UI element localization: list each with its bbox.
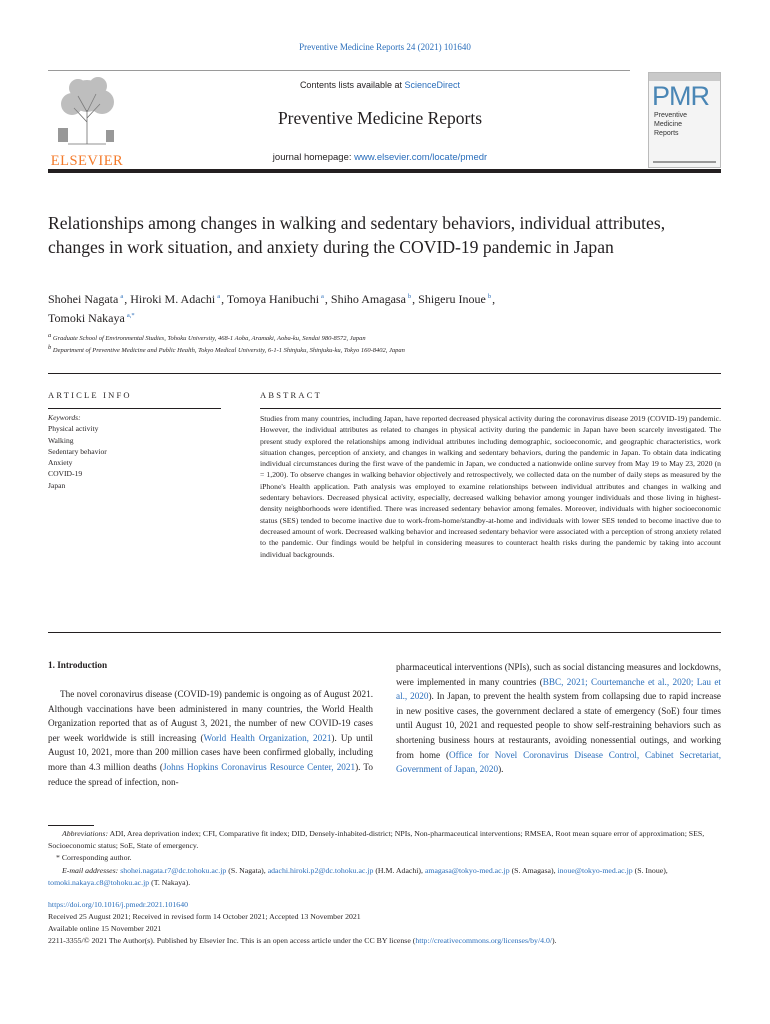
contents-line: Contents lists available at ScienceDirect bbox=[299, 80, 461, 90]
email-link[interactable]: tomoki.nakaya.c8@tohoku.ac.jp bbox=[48, 877, 150, 887]
license-link[interactable]: http://creativecommons.org/licenses/by/4.0/ bbox=[415, 936, 553, 945]
affiliation-b: b Department of Preventive Medicine and Public Health, Tokyo Medical University, 6-1-1 Shinjuku, Shinjuku-ku, Tokyo 160-8402, Japan bbox=[48, 343, 405, 354]
abstract-bottom-rule bbox=[48, 632, 721, 633]
keyword-item: Walking bbox=[48, 435, 74, 445]
keywords-block bbox=[48, 412, 218, 491]
email-link[interactable]: adachi.hiroki.p2@dc.tohoku.ac.jp bbox=[267, 866, 374, 875]
author-separator: , bbox=[492, 292, 496, 306]
doi-link[interactable]: https://doi.org/10.1016/j.pmedr.2021.101640 bbox=[48, 900, 188, 909]
journal-citation[interactable]: Preventive Medicine Reports 24 (2021) 101640 bbox=[299, 42, 471, 52]
cite-cabinet-secretariat[interactable]: Office for Novel Coronavirus Disease Control, Cabinet Secretariat, Government of Japan, 2020 bbox=[396, 749, 721, 775]
email-footnote: E-mail addresses: shohei.nagata.r7@dc.tohoku.ac.jp (S. Nagata), adachi.hiroki.p2@dc.tohoku.ac.jp (H.M. Adachi), amagasa@tokyo-med.ac.jp (S. Amagasa), inoue@tokyo-med.ac.jp (S. Inoue), tomoki.nakaya.c8@tohoku.ac.jp (T. Nakaya). bbox=[48, 866, 668, 887]
affiliation-a: a Graduate School of Environmental Studies, Tohoku University, 468-1 Aoba, Aramaki, Aoba-ku, Sendai 980-8572, Japan bbox=[48, 331, 366, 342]
article-title: Relationships among changes in walking and sedentary behaviors, individual attributes, changes in work situation, and anxiety during the COVID-19 pandemic in Japan bbox=[48, 213, 666, 257]
cite-who[interactable]: World Health Organization, 2021 bbox=[203, 732, 332, 743]
license-line: 2211-3355/© 2021 The Author(s). Published by Elsevier Inc. This is an open access article under the CC BY license (http://creativecommons.org/licenses/by/4.0/). bbox=[48, 936, 557, 945]
elsevier-logo[interactable] bbox=[48, 72, 126, 169]
email-owner: (S. Amagasa), bbox=[509, 866, 558, 875]
intro-left-column: The novel coronavirus disease (COVID-19) pandemic is ongoing as of August 2021. Although vaccinations have been administered in many countries, the World Health Organization reported that as of August 3, 2021, the number of new COVID-19 cases per week worldwide is still increasing (World Health Organization, 2021). Up until August 10, 2021, more than 200 million cases have been confirmed globally, including more than 4.3 million deaths (Johns Hopkins Coronavirus Resource Center, 2021). To reduce the spread of infection, non- bbox=[48, 689, 373, 787]
email-owner: (T. Nakaya). bbox=[149, 877, 191, 887]
cite-johns-hopkins[interactable]: Johns Hopkins Coronavirus Resource Center, 2021 bbox=[162, 761, 356, 772]
cover-title-line3: Reports bbox=[654, 130, 679, 137]
author-separator: , bbox=[124, 292, 131, 306]
email-link[interactable]: amagasa@tokyo-med.ac.jp bbox=[424, 866, 510, 875]
corresponding-author-note: * Corresponding author. bbox=[56, 853, 132, 862]
author-name: Shigeru Inoue bbox=[418, 292, 486, 306]
author-name: Tomoya Hanibuchi bbox=[226, 292, 320, 306]
author-affiliation-mark[interactable]: a bbox=[321, 293, 324, 300]
keyword-item: Sedentary behavior bbox=[48, 446, 107, 456]
email-owner: (H.M. Adachi), bbox=[373, 866, 425, 875]
cover-title-line2: Medicine bbox=[654, 121, 683, 128]
abbreviations-footnote: Abbreviations: ADI, Area deprivation index; CFI, Comparative fit index; DID, Densely-inhabited-district; NPIs, Non-pharmaceutical interventions; RMSEA, Root mean square error of approximation; SES, Socioeconomic status; SoE, State of emergency. bbox=[48, 829, 705, 850]
elsevier-tree-icon bbox=[48, 72, 126, 150]
author-separator: , bbox=[324, 292, 331, 306]
author-name: Shohei Nagata bbox=[48, 292, 119, 306]
email-owner: (S. Inoue), bbox=[632, 866, 668, 875]
received-dates: Received 25 August 2021; Received in revised form 14 October 2021; Accepted 13 November 2021 bbox=[48, 912, 361, 921]
keywords-list bbox=[48, 423, 218, 491]
author-affiliation-mark[interactable]: a bbox=[120, 293, 124, 300]
info-top-rule bbox=[48, 373, 721, 374]
abstract-rule bbox=[260, 408, 721, 409]
journal-cover[interactable] bbox=[648, 72, 721, 168]
email-link[interactable]: inoue@tokyo-med.ac.jp bbox=[557, 866, 633, 875]
journal-title: Preventive Medicine Reports bbox=[277, 108, 483, 128]
journal-homepage: journal homepage: www.elsevier.com/locate/pmedr bbox=[272, 152, 488, 163]
cite-bbc-group[interactable]: BBC, 2021; Courtemanche et al., 2020; Lau et al., 2020 bbox=[396, 676, 721, 702]
keyword-item: Physical activity bbox=[48, 424, 99, 434]
abstract-heading: ABSTRACT bbox=[260, 390, 322, 400]
author-name: Tomoki Nakaya bbox=[48, 311, 125, 325]
keywords-label: Keywords: bbox=[48, 413, 81, 422]
homepage-link[interactable]: www.elsevier.com/locate/pmedr bbox=[354, 152, 488, 163]
available-online: Available online 15 November 2021 bbox=[48, 924, 162, 933]
email-list bbox=[48, 866, 668, 887]
author-name: Hiroki M. Adachi bbox=[130, 292, 216, 306]
author-name: Shiho Amagasa bbox=[330, 292, 406, 306]
cover-header-bar bbox=[649, 73, 720, 81]
author-separator: , bbox=[412, 292, 419, 306]
elsevier-wordmark: ELSEVIER bbox=[50, 153, 124, 169]
email-link[interactable]: shohei.nagata.r7@dc.tohoku.ac.jp bbox=[120, 866, 227, 875]
keyword-item: COVID-19 bbox=[48, 469, 83, 479]
author-affiliation-mark[interactable]: b bbox=[407, 293, 412, 300]
cover-title-line1: Preventive bbox=[654, 112, 688, 119]
author-separator: , bbox=[221, 292, 227, 306]
sciencedirect-link[interactable]: ScienceDirect bbox=[404, 80, 461, 90]
email-owner: (S. Nagata), bbox=[226, 866, 268, 875]
article-info-rule bbox=[48, 408, 221, 409]
author-affiliation-mark[interactable]: a,* bbox=[126, 312, 135, 319]
author-list bbox=[48, 290, 728, 328]
intro-heading: 1. Introduction bbox=[48, 660, 108, 670]
keyword-item: Anxiety bbox=[48, 458, 73, 468]
intro-right-column: pharmaceutical interventions (NPIs), such as social distancing measures and lockdowns, were implemented in many countries (BBC, 2021; Courtemanche et al., 2020; Lau et al., 2020). In Japan, to prevent the health system from collapsing due to rapid increase in new positive cases, the government declared a state of emergency (SoE) four times until August 10, 2021 and requested people to show self-restraining behaviors such as shortening business hours at restaurants, avoiding nonessential outings, and working from home (Office for Novel Coronavirus Disease Control, Cabinet Secretariat, Government of Japan, 2020). bbox=[396, 662, 721, 775]
authors-container bbox=[48, 292, 495, 325]
abstract-text: Studies from many countries, including Japan, have reported decreased physical activity during the coronavirus disease 2019 (COVID-19) pandemic. However, the individual attributes as related to changes in physical activity during the pandemic in Japan have been scarcely investigated. The present study explored the relationships among individual attributes including demographic, socioeconomic, and geographic characteristics, work situation changes, perception of anxiety, and changes in walking and sedentary behaviors, during the pandemic in Japan. To obtain data indicating individual circumstances during the first wave of the pandemic in Japan, we conducted a nationwide online survey from May 19 to May 23, 2020 (n = 1,200). To observe changes in walking behavior objectively and retrospectively, we collected data on the number of daily steps as measured by the iPhone's Health application. Path analysis was employed to examine relationships between individual attributes and changes in walking and sedentary behaviors. Decreased physical activity, especially, decreased walking behavior among younger individuals and those living in highest-density neighborhoods were identified. There was increased sedentary behavior among females. Moreover, individuals with higher socioeconomic status (SES) tended to become inactive due to work-from-home/standby-at-home and individuals with lower SES tended to become inactive due to decreased amount of work. Decreased walking behavior and increased sedentary behavior were associated with a perception of strong anxiety related to the pandemic. Our findings would be helpful in considering measures to counteract health risks during the pandemic by taking into account individual backgrounds. bbox=[260, 414, 721, 559]
author-affiliation-mark[interactable]: b bbox=[487, 293, 492, 300]
cover-letters: PMR bbox=[652, 81, 709, 111]
footnote-rule bbox=[48, 825, 94, 826]
cover-footer-bar bbox=[653, 161, 716, 163]
article-info-heading: ARTICLE INFO bbox=[48, 390, 132, 400]
header-top-rule bbox=[48, 70, 630, 71]
header-bottom-rule bbox=[48, 169, 721, 173]
keyword-item: Japan bbox=[48, 480, 66, 490]
author-affiliation-mark[interactable]: a bbox=[217, 293, 221, 300]
